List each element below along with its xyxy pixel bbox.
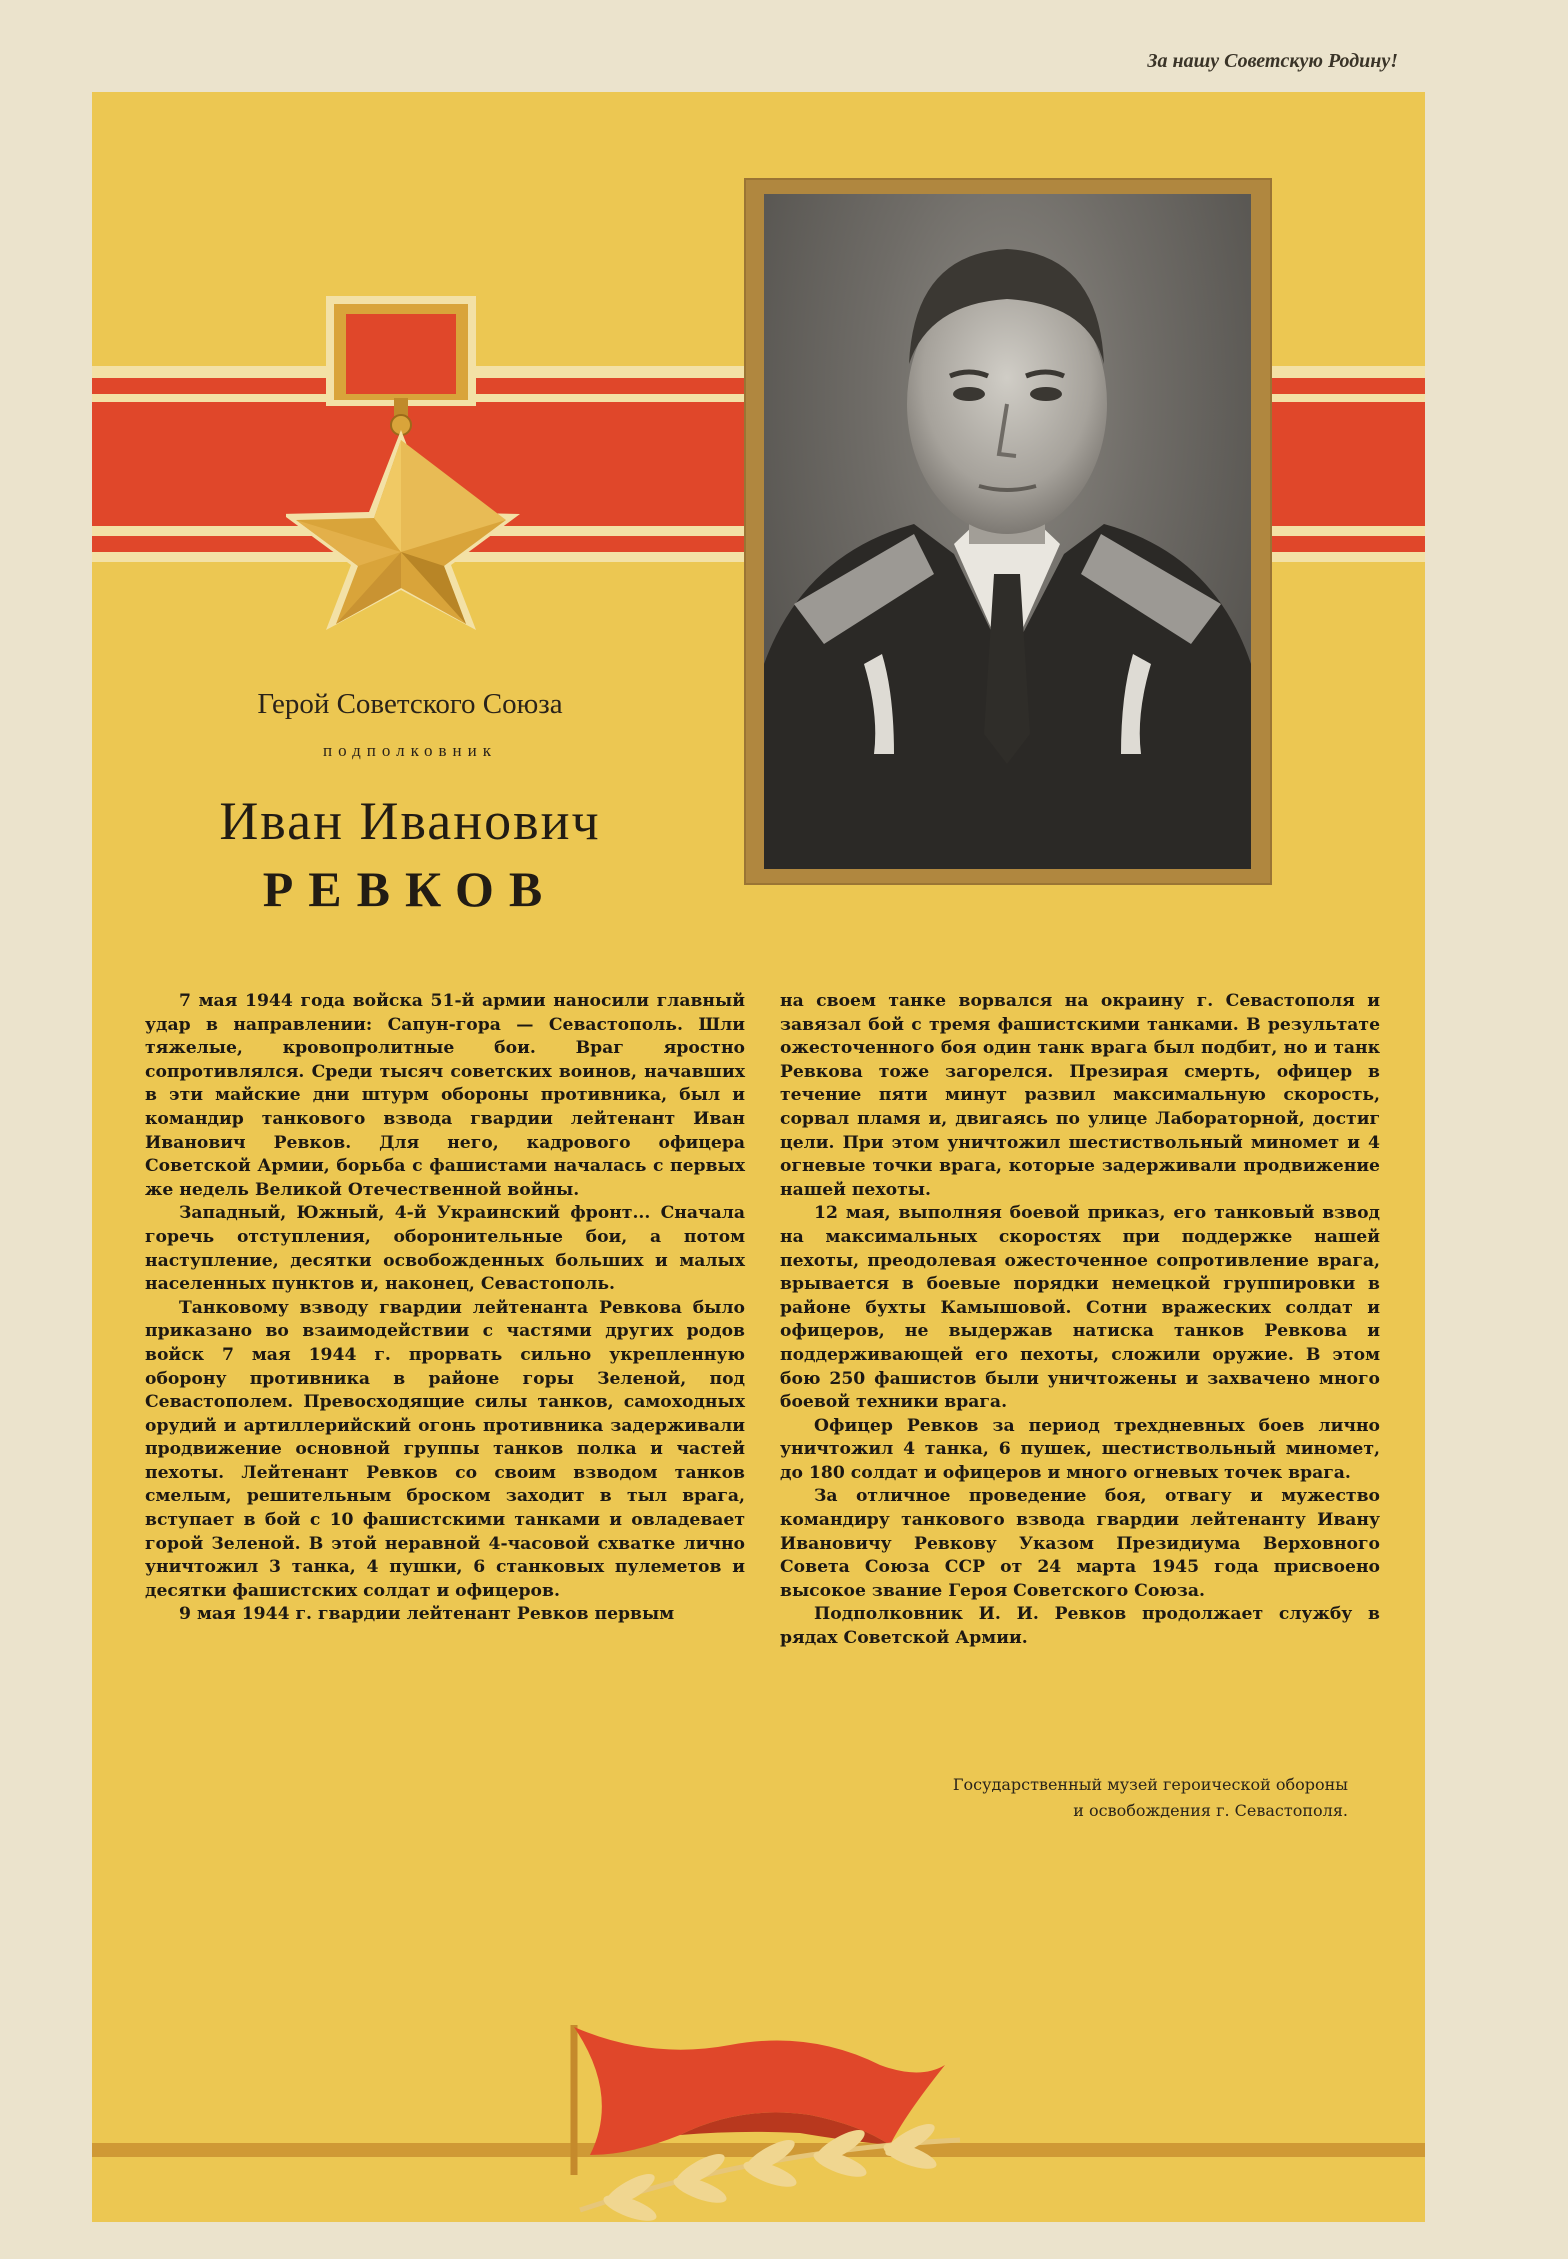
laurel-branch-icon xyxy=(560,2110,980,2230)
article-column-right xyxy=(780,990,1380,1651)
source-attribution xyxy=(828,1772,1348,1824)
hero-title: Герой Советского Союза xyxy=(257,688,563,720)
portrait-figure-icon xyxy=(764,194,1251,869)
article-paragraph: Офицер Ревков за период трехдневных боев лично уничтожил 4 танка, 6 пушек, шестиствольный миномет, до 180 солдат и офицеров и много огневых точек врага. xyxy=(780,1415,1380,1483)
hero-surname: РЕВКОВ xyxy=(262,861,558,917)
article-paragraph: 7 мая 1944 года войска 51-й армии наносили главный удар в направлении: Сапун-гора — Севастополь. Шли тяжелые, кровопролитные бои. Враг яростно сопротивлялся. Среди тысяч советских воинов, начавших в эти майские дни штурм обороны противника, был и командир танкового взвода гвардии лейтенант Иван Иванович Ревков. Для него, кадрового офицера Советской Армии, борьба с фашистами началась с первых же недель Великой Отечественной войны. xyxy=(145,991,745,1200)
page-slogan: За нашу Советскую Родину! xyxy=(1147,50,1398,72)
article-paragraph: Подполковник И. И. Ревков продолжает службу в рядах Советской Армии. xyxy=(780,1604,1380,1649)
article-column-left xyxy=(145,990,745,1627)
article-paragraph: на своем танке ворвался на окраину г. Севастополя и завязал бой с тремя фашистскими танками. В результате ожесточенного боя один танк врага был подбит, но и танк Ревкова тоже загорелся. Презирая смерть, офицер в течение пяти минут развил максимальную скорость, сорвал пламя и, двигаясь по улице Лабораторной, достиг цели. При этом уничтожил шестиствольный миномет и 4 огневые точки врага, которые задерживали продвижение нашей пехоты. xyxy=(780,991,1380,1200)
source-line: Государственный музей героической обороны xyxy=(952,1775,1348,1794)
article-paragraph: 9 мая 1944 г. гвардии лейтенант Ревков первым xyxy=(179,1604,675,1625)
hero-name: Иван Иванович xyxy=(219,791,601,851)
article-paragraph: Западный, Южный, 4-й Украинский фронт... Сначала горечь отступления, оборонительные бои, а потом наступление, десятки освобожденных больших и малых населенных пунктов и, наконец, Севастополь. xyxy=(145,1203,745,1295)
hero-rank: подполковник xyxy=(323,741,497,760)
portrait-frame xyxy=(744,178,1272,885)
article-paragraph: 12 мая, выполняя боевой приказ, его танковый взвод на максимальных скоростях при поддержке нашей пехоты, преодолевая ожесточенное сопротивление врага, врывается в боевые порядки немецкой группировки в районе бухты Камышовой. Сотни вражеских солдат и офицеров, не выдержав натиска танков Ревкова и поддерживающей его пехоты, сложили оружие. В этом бою 250 фашистов были уничтожены и захвачено много боевой техники врага. xyxy=(780,1203,1380,1413)
gold-star-medal-icon xyxy=(286,290,526,630)
portrait-photo xyxy=(764,194,1251,869)
source-line: и освобождения г. Севастополя. xyxy=(1073,1801,1348,1820)
article-paragraph: Танковому взводу гвардии лейтенанта Ревкова было приказано во взаимодействии с частями других родов войск 7 мая 1944 г. прорвать сильно укрепленную оборону противника в районе горы Зеленой, под Севастополем. Превосходящие силы танков, самоходных орудий и артиллерийский огонь противника задерживали продвижение основной группы танков полка и частей пехоты. Лейтенант Ревков со своим взводом танков смелым, решительным броском заходит в тыл врага, вступает в бой с 10 фашистскими танками и овладевает горой Зеленой. В этой неравной 4-часовой схватке лично уничтожил 3 танка, 4 пушки, 6 станковых пулеметов и десятки фашистских солдат и офицеров. xyxy=(145,1297,745,1601)
article-paragraph: За отличное проведение боя, отвагу и мужество командиру танкового взвода гвардии лейтенанту Ивану Ивановичу Ревкову Указом Президиума Верховного Совета Союза ССР от 24 марта 1945 года присвоено высокое звание Героя Советского Союза. xyxy=(780,1486,1380,1601)
